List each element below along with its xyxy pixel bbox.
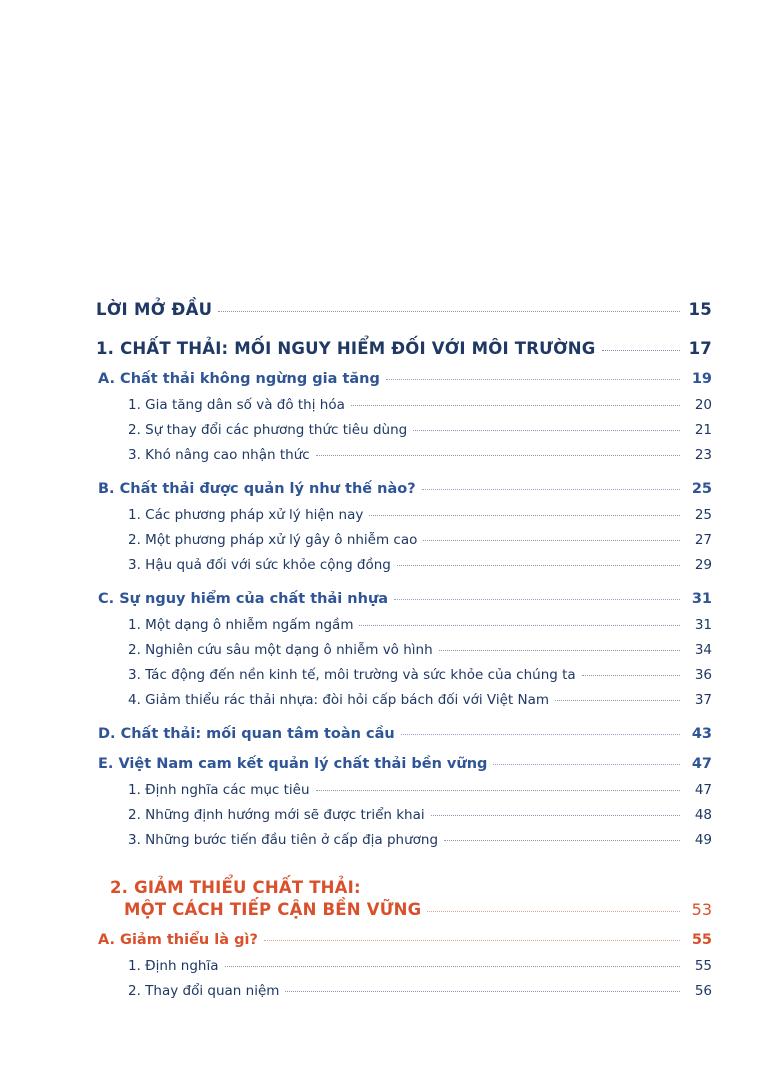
toc-entry-label: 2. Một phương pháp xử lý gây ô nhiễm cao [128, 532, 418, 548]
toc-entry-sub-2a1[interactable] [96, 958, 712, 974]
toc-page-number: 15 [688, 300, 712, 319]
toc-entry-section-2a[interactable] [96, 932, 712, 948]
toc-entry-label: 2. Nghiên cứu sâu một dạng ô nhiễm vô hình [128, 642, 433, 658]
toc-entry-sub-1c3[interactable] [96, 667, 712, 683]
leader-dots [444, 840, 680, 841]
toc-page-number: 29 [694, 557, 712, 573]
toc-entry-label: 3. Tác động đến nền kinh tế, môi trường và sức khỏe của chúng ta [128, 667, 576, 683]
toc-page-number: 55 [691, 932, 712, 948]
leader-dots [316, 790, 680, 791]
toc-entry-sub-1c1[interactable] [96, 617, 712, 633]
toc-entry-label: E. Việt Nam cam kết quản lý chất thải bền vững [98, 756, 488, 772]
leader-dots [285, 991, 680, 992]
toc-page-number: 37 [694, 692, 712, 708]
toc-page-number: 47 [691, 756, 712, 772]
leader-dots [427, 911, 680, 912]
toc-entry-label: 1. Các phương pháp xử lý hiện nay [128, 507, 364, 523]
toc-entry-label: 3. Hậu quả đối với sức khỏe cộng đồng [128, 557, 391, 573]
toc-entry-label: A. Giảm thiểu là gì? [98, 932, 258, 948]
toc-page-number: 34 [694, 642, 712, 658]
toc-entry-section-1b[interactable] [96, 481, 712, 497]
toc-page-number: 43 [691, 726, 712, 742]
toc-page-number: 25 [691, 481, 712, 497]
toc-entry-label: 1. Một dạng ô nhiễm ngấm ngầm [128, 617, 354, 633]
toc-entry-label: 1. Gia tăng dân số và đô thị hóa [128, 397, 345, 413]
leader-dots [493, 764, 680, 765]
leader-dots [386, 379, 680, 380]
table-of-contents [96, 300, 712, 1008]
toc-entry-label: B. Chất thải được quản lý như thế nào? [98, 481, 416, 497]
leader-dots [218, 311, 680, 312]
toc-entry-sub-1b2[interactable] [96, 532, 712, 548]
toc-entry-sub-1e1[interactable] [96, 782, 712, 798]
toc-entry-label: 2. Những định hướng mới sẽ được triển khai [128, 807, 425, 823]
toc-page-number: 56 [694, 983, 712, 999]
leader-dots [225, 966, 681, 967]
toc-entry-sub-1b3[interactable] [96, 557, 712, 573]
toc-entry-label: 3. Khó nâng cao nhận thức [128, 447, 310, 463]
toc-entry-label-line1: 2. GIẢM THIỂU CHẤT THẢI: [110, 878, 361, 897]
toc-entry-section-1a[interactable] [96, 371, 712, 387]
leader-dots [359, 625, 680, 626]
toc-entry-label-line2: MỘT CÁCH TIẾP CẬN BỀN VỮNG [124, 900, 422, 919]
toc-page-number: 21 [694, 422, 712, 438]
toc-entry-label: LỜI MỞ ĐẦU [96, 300, 213, 319]
leader-dots [555, 700, 680, 701]
toc-entry-sub-2a2[interactable] [96, 983, 712, 999]
toc-page-number: 55 [694, 958, 712, 974]
leader-dots [423, 540, 680, 541]
toc-entry-label: 1. Định nghĩa [128, 958, 219, 974]
leader-dots [422, 489, 680, 490]
leader-dots [602, 350, 681, 351]
toc-entry-sub-1e3[interactable] [96, 832, 712, 848]
toc-page-number: 31 [691, 591, 712, 607]
leader-dots [431, 815, 680, 816]
toc-entry-sub-1c4[interactable] [96, 692, 712, 708]
toc-page-number: 19 [691, 371, 712, 387]
toc-page-number: 23 [694, 447, 712, 463]
toc-entry-label: 2. Thay đổi quan niệm [128, 983, 280, 999]
toc-entry-label: 1. CHẤT THẢI: MỐI NGUY HIỂM ĐỐI VỚI MÔI TRƯỜNG [96, 339, 596, 358]
toc-entry-label: 3. Những bước tiến đầu tiên ở cấp địa phương [128, 832, 439, 848]
toc-entry-sub-1a3[interactable] [96, 447, 712, 463]
toc-page-number: 20 [694, 397, 712, 413]
toc-entry-part-2[interactable] [96, 878, 712, 919]
toc-entry-sub-1c2[interactable] [96, 642, 712, 658]
toc-entry-label: C. Sự nguy hiểm của chất thải nhựa [98, 591, 389, 607]
leader-dots [351, 405, 680, 406]
leader-dots [369, 515, 680, 516]
toc-entry-label: 4. Giảm thiểu rác thải nhựa: đòi hỏi cấp bách đối với Việt Nam [128, 692, 549, 708]
toc-entry-label: 2. Sự thay đổi các phương thức tiêu dùng [128, 422, 408, 438]
toc-page-number: 48 [694, 807, 712, 823]
toc-entry-section-1d[interactable] [96, 726, 712, 742]
toc-entry-label: A. Chất thải không ngừng gia tăng [98, 371, 380, 387]
leader-dots [439, 650, 680, 651]
toc-page-number: 25 [694, 507, 712, 523]
toc-page-number: 47 [694, 782, 712, 798]
leader-dots [394, 599, 680, 600]
toc-entry-label: 1. Định nghĩa các mục tiêu [128, 782, 310, 798]
leader-dots [401, 734, 680, 735]
toc-page-number: 36 [694, 667, 712, 683]
toc-page-number: 27 [694, 532, 712, 548]
toc-entry-label: D. Chất thải: mối quan tâm toàn cầu [98, 726, 395, 742]
toc-entry-part-1[interactable] [96, 339, 712, 358]
toc-entry-sub-1a1[interactable] [96, 397, 712, 413]
toc-page-number: 31 [694, 617, 712, 633]
leader-dots [264, 940, 680, 941]
toc-entry-section-1e[interactable] [96, 756, 712, 772]
toc-page-number: 53 [691, 900, 712, 919]
toc-page-number: 49 [694, 832, 712, 848]
toc-entry-front-matter[interactable] [96, 300, 712, 319]
toc-entry-sub-1a2[interactable] [96, 422, 712, 438]
toc-entry-section-1c[interactable] [96, 591, 712, 607]
toc-page-number: 17 [688, 339, 712, 358]
toc-entry-sub-1b1[interactable] [96, 507, 712, 523]
leader-dots [582, 675, 680, 676]
leader-dots [397, 565, 680, 566]
toc-entry-sub-1e2[interactable] [96, 807, 712, 823]
leader-dots [413, 430, 680, 431]
leader-dots [316, 455, 680, 456]
